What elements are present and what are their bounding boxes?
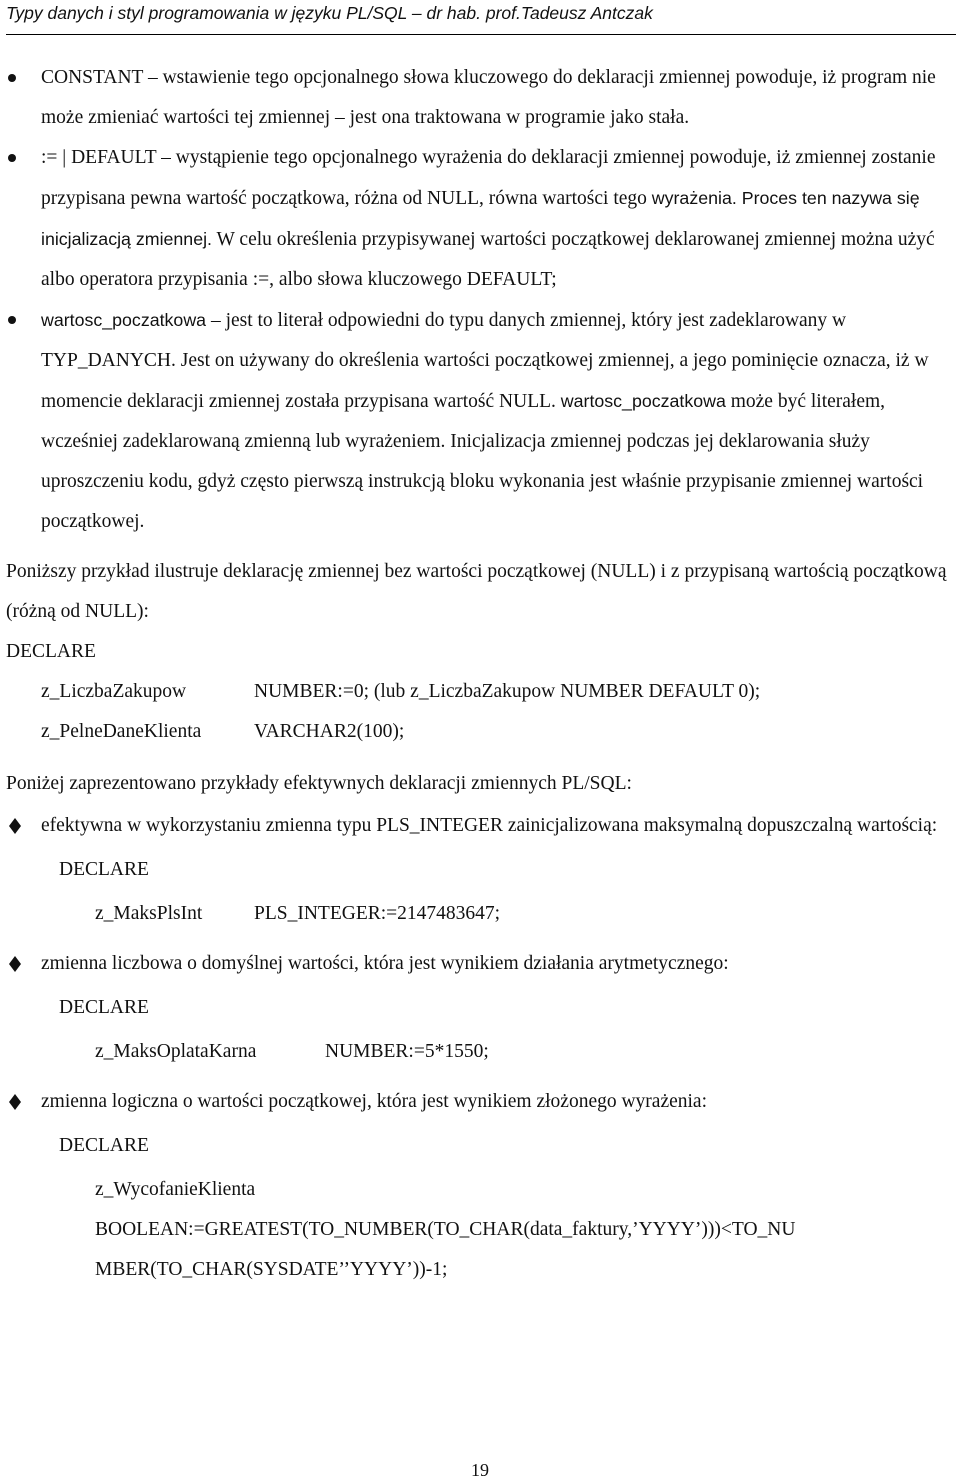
- diamond-bullet-icon: [8, 956, 22, 972]
- term-initial-value: wartosc_poczatkowa: [560, 391, 726, 411]
- bullet-text: W celu określenia przypisywanej wartości początkowej deklarowanej zmiennej można użyć albo operatora przypisania :=, albo słowa kluczowego DEFAULT;: [41, 229, 935, 290]
- example-item: [0, 944, 960, 984]
- code-var-value: PLS_INTEGER:=2147483647;: [254, 903, 501, 924]
- bullet-default: [0, 138, 960, 300]
- code-var-name: z_MaksPlsInt: [95, 903, 203, 924]
- code-var-value: NUMBER:=5*1550;: [325, 1041, 489, 1062]
- example-item: [0, 1082, 960, 1122]
- diamond-bullet-icon: [8, 1094, 22, 1110]
- bullet-text: – jest to literał odpowiedni do typu danych zmiennej, który jest zadeklarowany w TYP_DANYCH.: [41, 310, 847, 371]
- header-title: Typy danych i styl programowania w języku PL/SQL – dr hab. prof.Tadeusz Antczak: [6, 3, 653, 23]
- example-item: [0, 806, 960, 846]
- code-var-value: NUMBER:=0; (lub z_LiczbaZakupow NUMBER DEFAULT 0);: [254, 681, 761, 702]
- bullet-initial-value: [0, 300, 960, 542]
- bullet-text-sans: wyrażenia. Proces ten nazywa się inicjalizacją zmiennej.: [41, 188, 920, 249]
- code-declare: DECLARE: [6, 641, 96, 662]
- example-intro: Poniższy przykład ilustruje deklarację zmiennej bez wartości początkowej (NULL) i z przypisaną wartością początkową (różną od NULL):: [6, 561, 947, 622]
- code-declare: DECLARE: [59, 997, 149, 1018]
- bullet-dot-icon: [8, 316, 16, 324]
- page-header: [6, 0, 956, 35]
- page-number: 19: [471, 1460, 489, 1480]
- bullet-text: Jest on używany do określenia wartości początkowej zmiennej, a jego pominięcie oznacza, iż w momencie deklaracji zmiennej została przypisana wartość NULL.: [41, 350, 929, 412]
- bullet-dot-icon: [8, 154, 16, 162]
- example-text: zmienna liczbowa o domyślnej wartości, która jest wynikiem działania arytmetycznego:: [41, 953, 729, 974]
- example-text: efektywna w wykorzystaniu zmienna typu PLS_INTEGER zainicjalizowana maksymalną dopuszczalną wartością:: [41, 815, 938, 836]
- bullet-constant: [0, 58, 960, 138]
- code-declare: DECLARE: [59, 1135, 149, 1156]
- code-line: [0, 672, 960, 712]
- code-declare: DECLARE: [59, 859, 149, 880]
- examples-intro: Poniżej zaprezentowano przykłady efektywnych deklaracji zmiennych PL/SQL:: [6, 773, 632, 794]
- document-body: [0, 58, 960, 1290]
- code-line: [0, 712, 960, 752]
- code-var-name: z_MaksOplataKarna: [95, 1041, 257, 1062]
- code-var-value: MBER(TO_CHAR(SYSDATE’’YYYY’))-1;: [95, 1259, 448, 1280]
- example-text: zmienna logiczna o wartości początkowej, która jest wynikiem złożonego wyrażenia:: [41, 1091, 707, 1112]
- term-initial-value: wartosc_poczatkowa: [41, 310, 207, 330]
- code-line: [0, 894, 960, 934]
- bullet-text: := | DEFAULT – wystąpienie tego opcjonalnego wyrażenia do deklaracji zmiennej powoduje, iż zmiennej zostanie przypisana pewna wartość początkowa, różna od NULL, równa wartości tego: [41, 147, 936, 209]
- bullet-dot-icon: [8, 74, 16, 82]
- bullet-text: CONSTANT – wstawienie tego opcjonalnego słowa kluczowego do deklaracji zmiennej powoduje, iż program nie może zmieniać wartości tej zmiennej – jest ona traktowana w programie jako stała.: [41, 67, 936, 128]
- diamond-bullet-icon: [8, 818, 22, 834]
- code-var-value: VARCHAR2(100);: [254, 721, 405, 742]
- bullet-text: może być literałem, wcześniej zadeklarowaną zmienną lub wyrażeniem. Inicjalizacja zmiennej podczas jej deklarowania służy uproszczeniu kodu, gdyż często pierwszą instrukcją bloku wykonania jest właśnie przypisanie zmiennej wartości początkowej.: [41, 391, 924, 532]
- code-line: [0, 1032, 960, 1072]
- code-var-name: z_LiczbaZakupow: [41, 681, 187, 702]
- code-var-name: z_PelneDaneKlienta: [41, 721, 202, 742]
- code-var-name: z_WycofanieKlienta: [95, 1179, 256, 1200]
- code-var-value: BOOLEAN:=GREATEST(TO_NUMBER(TO_CHAR(data_faktury,’YYYY’)))<TO_NU: [95, 1219, 796, 1240]
